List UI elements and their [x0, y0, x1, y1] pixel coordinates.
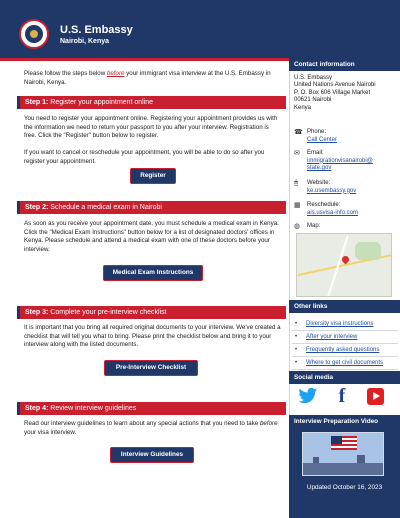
step-1-heading: Step 1: Register your appointment online	[17, 96, 286, 109]
step-2-paragraph: As soon as you receive your appointment date, you must schedule a medical exam in Kenya. Click the "Medical Exam Instructions" button below for a list of designated doctors' offices in Kenya. Please schedule and attend a medical exam with one of these doctors before your interview.	[24, 220, 279, 253]
reschedule-link[interactable]: ais.usvisa-info.com	[307, 209, 359, 216]
step-1-paragraph-1: You need to register your appointment online. Registering your appointment provides us with the information we need to return your passport to you after your interview. Registration is free. Click the "Register" button below to register.	[24, 115, 278, 140]
contact-phone: ☎ Phone: Call Center	[294, 129, 398, 145]
globe-icon: ◍	[294, 223, 301, 230]
contact-map: ◍ Map:	[294, 223, 321, 230]
register-button[interactable]: Register	[130, 168, 176, 184]
interview-preparation-video[interactable]	[302, 432, 384, 476]
intro-emphasis: before	[106, 70, 125, 77]
medical-exam-instructions-button[interactable]: Medical Exam Instructions	[103, 265, 203, 281]
other-link-item[interactable]: • Diversity visa instructions	[292, 318, 398, 331]
email-icon: ✉	[294, 150, 300, 157]
updated-date: Updated October 16, 2023	[306, 484, 383, 491]
step-4-heading: Step 4: Review interview guidelines	[17, 402, 286, 415]
step-4-emphasis: before	[259, 420, 278, 427]
embassy-map[interactable]	[296, 233, 392, 297]
step-4-paragraph: Read our interview guidelines to learn about any special actions that you need to take before your visa interview.	[24, 420, 278, 436]
email-link[interactable]: immigrationvisanairobi@ state.gov	[307, 157, 373, 171]
us-flag-icon	[331, 436, 357, 450]
facebook-icon[interactable]: f	[338, 385, 346, 407]
contact-website: 🖱 Website: ke.usembassy.gov	[294, 180, 398, 196]
contact-email: ✉ Email: immigrationvisanairobi@ state.gov	[294, 150, 398, 174]
embassy-seal-icon	[19, 19, 49, 49]
other-link-item[interactable]: • Where to get civil documents	[292, 357, 398, 370]
pre-interview-checklist-button[interactable]: Pre-Interview Checklist	[104, 360, 198, 376]
phone-link[interactable]: Call Center	[307, 136, 338, 143]
other-links-heading: Other links	[289, 300, 400, 313]
twitter-icon[interactable]	[298, 387, 318, 405]
contact-reschedule: ▦ Reschedule: ais.usvisa-info.com	[294, 202, 398, 218]
embassy-address: U.S. Embassy United Nations Avenue Nairobi P. O. Box 606 Village Market 00621 Nairobi Kenya	[294, 75, 376, 111]
website-link[interactable]: ke.usembassy.gov	[307, 187, 357, 194]
mouse-icon: 🖱	[294, 180, 299, 187]
intro-text: Please follow the steps below before your immigrant visa interview at the U.S. Embassy in Nairobi, Kenya.	[24, 70, 271, 86]
contact-heading: Contact information	[289, 58, 400, 71]
phone-icon: ☎	[294, 129, 303, 136]
step-3-heading: Step 3: Complete your pre-interview checklist	[17, 306, 286, 319]
other-link-item[interactable]: • After your interview	[292, 331, 398, 344]
youtube-icon[interactable]	[367, 388, 384, 405]
video-heading: Interview Preparation Video	[289, 415, 400, 428]
social-media-heading: Social media	[289, 371, 400, 384]
step-2-heading: Step 2: Schedule a medical exam in Nairobi	[17, 201, 286, 214]
calendar-icon: ▦	[294, 202, 301, 209]
interview-guidelines-button[interactable]: Interview Guidelines	[110, 447, 194, 463]
other-link-item[interactable]: • Frequently asked questions	[292, 344, 398, 357]
step-1-paragraph-2: If you want to cancel or reschedule your appointment, you will be able to do so after you register your appointment.	[24, 149, 265, 165]
site-title: U.S. Embassy	[60, 24, 133, 36]
site-subtitle: Nairobi, Kenya	[60, 38, 110, 45]
step-3-paragraph: It is important that you bring all required original documents to your interview. We've created a checklist that will tell you what to bring. Please print the checklist below and bring it to your interview along with the listed documents.	[24, 324, 281, 349]
